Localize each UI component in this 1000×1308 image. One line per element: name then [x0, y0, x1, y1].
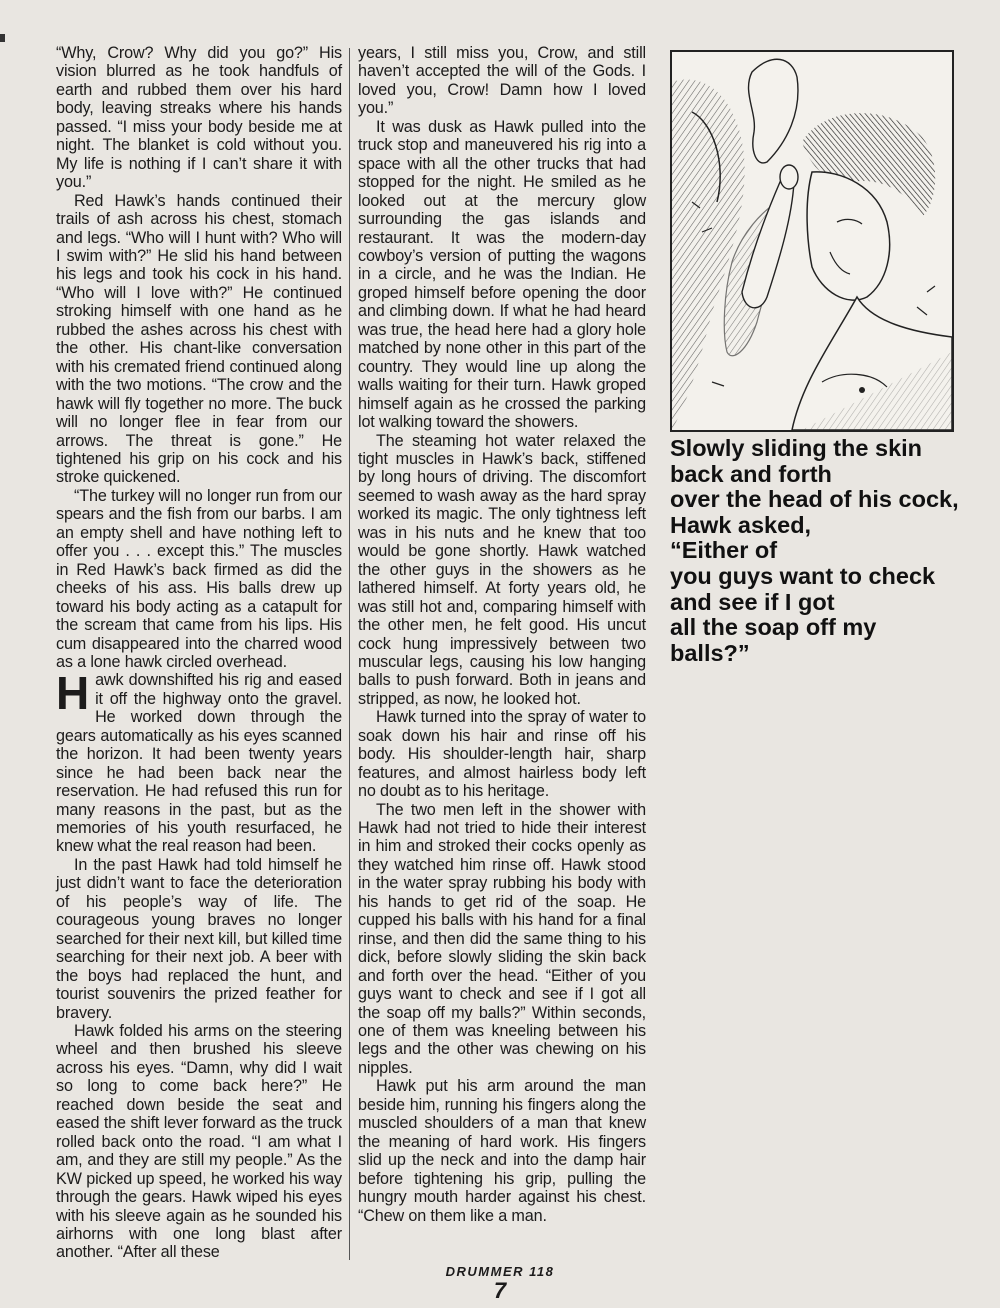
drop-cap: H: [56, 667, 90, 720]
pull-quote-line: “Either of: [670, 537, 778, 564]
binding-mark: [0, 34, 5, 42]
paragraph-text: awk downshifted his rig and eased it off the highway onto the gravel. He worked down through the gears automatically as his eyes scanned the horizon. It had been twenty years since he had been back near the reservation. He had refused this run for many reasons in the past, but as the memories of his youth resurfaced, he knew what the real reason had been.: [56, 671, 342, 856]
page-number: 7: [493, 1278, 507, 1303]
paragraph: It was dusk as Hawk pulled into the truck stop and maneuvered his rig into a space with all the other trucks that had stopped for the night. He smiled as he looked out at the mercury glow surrounding the gas islands and restaurant. It was the modern-day cowboy’s version of putting the wagons in a circle, and he was the Indian. He groped himself before opening the door and climbing down. If what he had heard was true, the head here had a glory hole matched by none other in this part of the country. They would line up along the walls waiting for their turn. Hawk groped himself again as he crossed the parking lot walking toward the showers.: [358, 117, 646, 432]
article-column-left: [56, 44, 342, 1262]
pull-quote-line: all the soap off my: [670, 614, 877, 641]
paragraph: Hawk folded his arms on the steering wheel and then brushed his sleeve across his eyes. “Damn, why did I wait so long to come back here?” He reached down beside the seat and eased the shift lever forward as the truck rolled back onto the road. “I am what I am, and they are still my people.” As the KW picked up speed, he worked his way through the gears. Hawk wiped his eyes with his sleeve again as he sounded his airhorns with one long blast after another. “After all these: [56, 1022, 342, 1262]
pull-quote: [670, 436, 970, 666]
pull-quote-line: balls?”: [670, 639, 750, 666]
article-column-middle: [358, 44, 646, 1225]
paragraph: “The turkey will no longer run from our spears and the fish from our barbs. I am an empty shell and have nothing left to offer you . . . except this.” The muscles in Red Hawk’s back firmed as did the cheeks of his ass. His balls drew up toward his body acting as a catapult for the scream that came from his lips. His cum disappeared into the charred wood as a lone hawk circled overhead.: [56, 486, 342, 671]
paragraph: The two men left in the shower with Hawk had not tried to hide their interest in him and stroked their cocks openly as they watched him rinse off. Hawk stood in the water spray rubbing his body with his hands to get rid of the soap. He cupped his balls with his hand for a final rinse, and then did the same thing to his dick, before slowly sliding the skin back and forth over the head. “Either of you guys want to check and see if I got all the soap off my balls?” Within seconds, one of them was kneeling between his legs and the other was chewing on his nipples.: [358, 800, 646, 1077]
pen-and-ink-illustration: [670, 50, 954, 432]
paragraph: The steaming hot water relaxed the tight muscles in Hawk’s back, stiffened by long hours of driving. The discomfort seemed to wash away as the hard spray worked its magic. The only tightness left was in his nuts and he knew that too would be gone shortly. Hawk watched the other guys in the showers as he lathered himself. At forty years old, he was still hot and, comparing himself with the other men, he felt good. His uncut cock hung impressively between two muscular legs, causing his low hanging balls to push forward. Both in jeans and stripped, as now, he looked hot.: [358, 431, 646, 708]
paragraph: years, I still miss you, Crow, and still haven’t accepted the will of the Gods. I loved you, Crow! Damn how I loved you.”: [358, 44, 646, 118]
paragraph: Hawk turned into the spray of water to soak down his hair and rinse off his body. His shoulder-length hair, sharp features, and almost hairless body left no doubt as to his heritage.: [358, 708, 646, 801]
paragraph: Red Hawk’s hands continued their trails of ash across his chest, stomach and legs. “Who will I hunt with? Who will I swim with?” He slid his hand between his legs and took his cock in his hand. “Who will I love with?” He continued stroking himself with one hand as he rubbed the ashes across his chest with the other. His chant-like conversation with his cremated friend continued along with the two motions. “The crow and the hawk will fly together no more. The buck will no longer flee in fear from our arrows. The threat is gone.” He tightened his grip on his cock and his stroke quickened.: [56, 191, 342, 487]
pull-quote-line: and see if I got: [670, 588, 835, 615]
pull-quote-line: Slowly sliding the skin: [670, 435, 923, 461]
column-divider: [349, 48, 350, 1260]
paragraph: Hawk put his arm around the man beside him, running his fingers along the muscled shoulders of a man that knew the meaning of hard work. His fingers slid up the neck and into the damp hair before tightening his grip, pulling the hungry mouth harder against his chest. “Chew on them like a man.: [358, 1077, 646, 1225]
pull-quote-line: over the head of his cock,: [670, 486, 959, 513]
pull-quote-line: back and forth: [670, 460, 832, 487]
paragraph: “Why, Crow? Why did you go?” His vision blurred as he took handfuls of earth and rubbed them over his hard body, leaving streaks where his hands passed. “I miss your body beside me at night. The blanket is cold without you. My life is nothing if I can’t share it with you.”: [56, 44, 342, 192]
section-start-paragraph: [56, 667, 342, 856]
pull-quote-line: you guys want to check: [670, 562, 936, 589]
paragraph: In the past Hawk had told himself he just didn’t want to face the deterioration of his people’s way of life. The courageous young braves no longer searched for their next kill, but killed time searching for their next job. A beer with the boys had replaced the hunt, and tourist souvenirs the prized feather for bravery.: [56, 855, 342, 1022]
pull-quote-line: Hawk asked,: [670, 511, 812, 538]
magazine-footer: DRUMMER 118: [445, 1264, 555, 1279]
